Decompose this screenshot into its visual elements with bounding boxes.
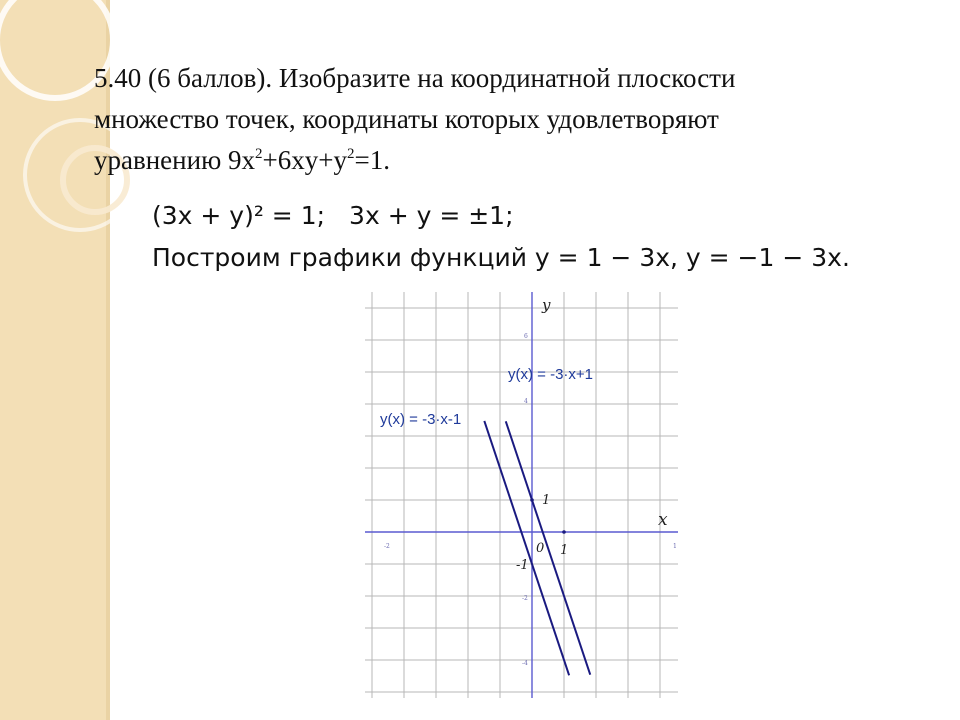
origin-label: 0 <box>536 541 545 556</box>
graph-labels <box>384 296 677 667</box>
y-small-tick-4: 4 <box>524 398 528 405</box>
problem-line-2: множество точек, координаты которых удовлетворяют <box>94 104 719 134</box>
series-line-upper <box>506 421 590 674</box>
grid <box>365 292 678 698</box>
solution-line-1 <box>152 195 942 237</box>
label-line-lower: y(x) = -3·x-1 <box>380 411 462 428</box>
solution-line-2: Построим графики функций y = 1 − 3x, y = −1 − 3x. <box>152 243 850 272</box>
function-labels <box>380 366 593 428</box>
point-x1 <box>562 530 566 534</box>
point-y1 <box>530 498 534 502</box>
label-line-upper: y(x) = -3·x+1 <box>508 366 594 383</box>
equation-suffix: =1. <box>354 145 390 175</box>
superscript-2: 2 <box>346 146 355 162</box>
superscript-2: 2 <box>255 146 263 162</box>
axes <box>365 292 678 698</box>
equation-prefix: уравнению 9x <box>94 145 255 175</box>
x-small-tick-right: 1 <box>673 543 677 550</box>
x-axis-label: x <box>658 510 668 530</box>
equation-plus-minus: 3x + y = ±1; <box>349 201 514 230</box>
problem-line-1: 5.40 (6 баллов). Изобразите на координатной плоскости <box>94 63 736 93</box>
x-small-tick-left: -2 <box>384 543 390 550</box>
solution-block <box>152 195 942 279</box>
y-tick-1: 1 <box>542 493 551 508</box>
y-axis-label: y <box>542 296 551 314</box>
equation-square: (3x + y)² = 1; <box>152 201 326 230</box>
y-small-tick-m4: -4 <box>522 660 528 667</box>
problem-statement <box>94 58 914 181</box>
y-small-tick-6: 6 <box>524 333 528 340</box>
series-line-lower <box>484 421 569 675</box>
y-small-tick-m2: -2 <box>522 595 528 602</box>
function-graph <box>360 290 685 700</box>
x-tick-1: 1 <box>560 543 569 558</box>
y-tick-minus-1: -1 <box>516 558 529 573</box>
problem-line-3 <box>94 140 914 181</box>
equation-middle: +6xy+y <box>262 145 347 175</box>
